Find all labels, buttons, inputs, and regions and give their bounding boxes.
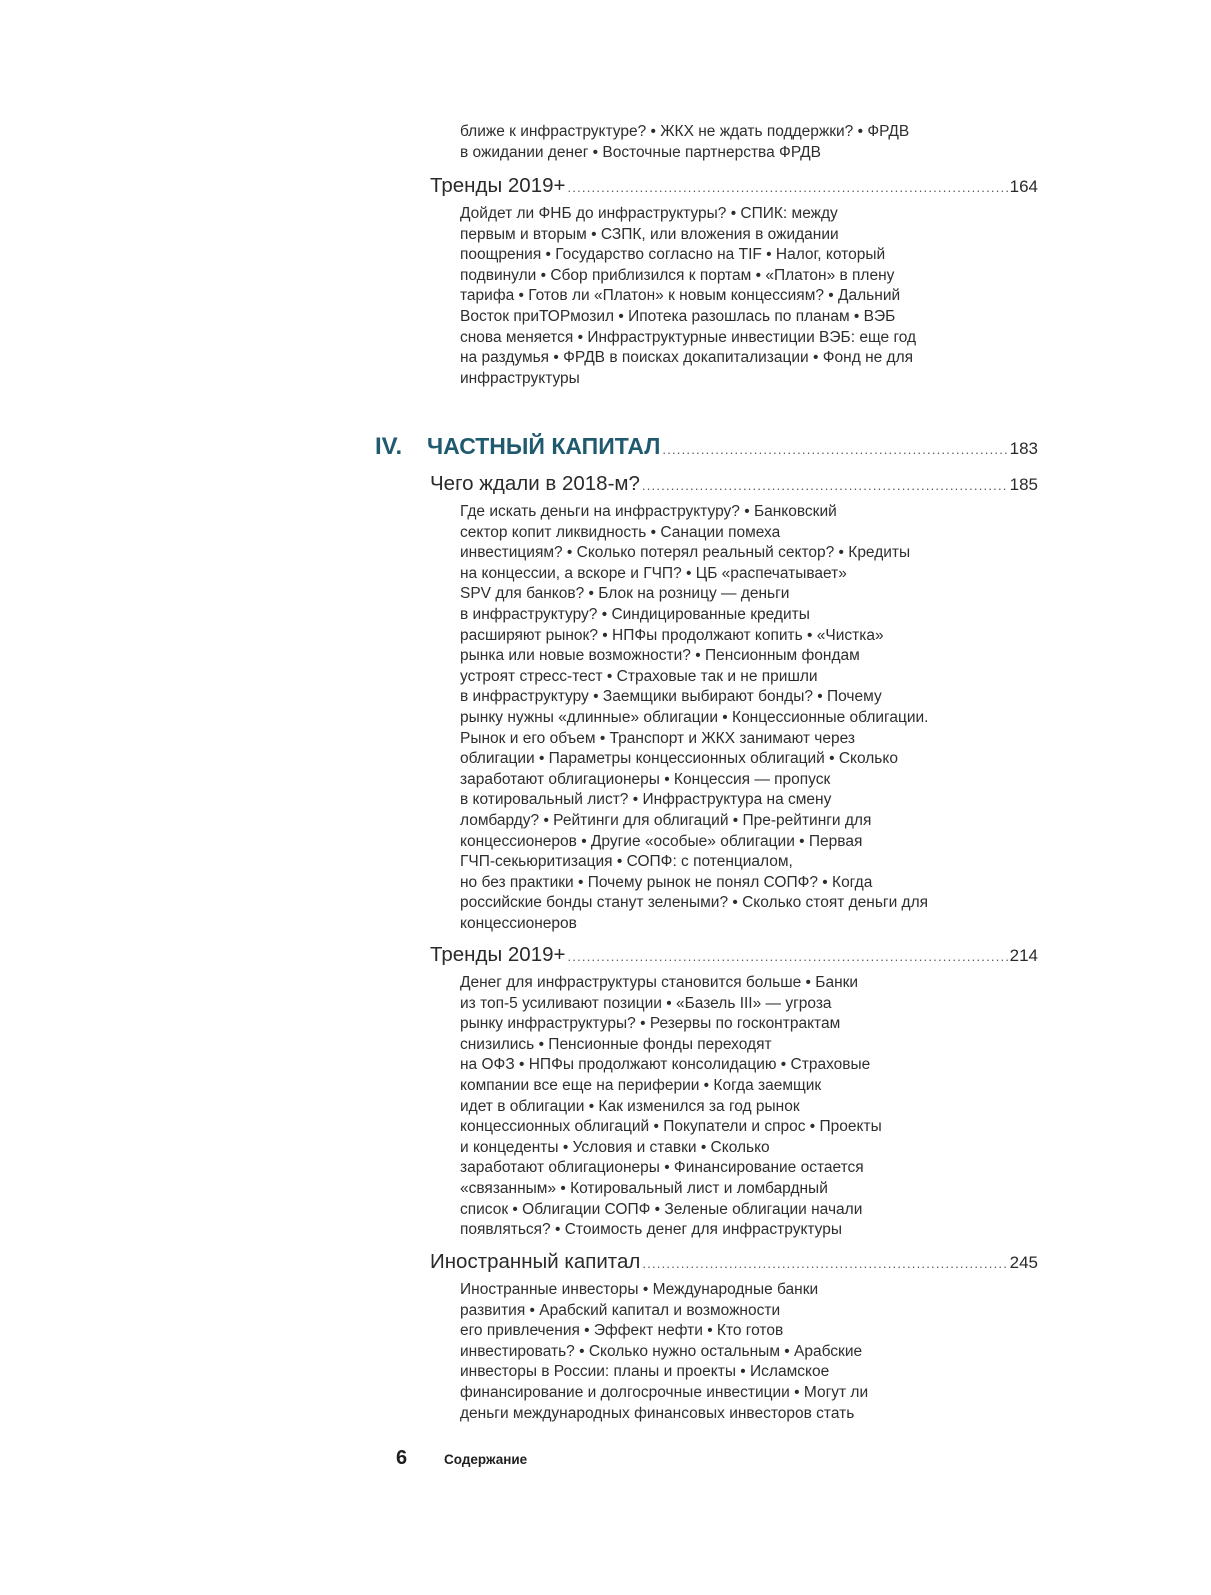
toc-entry-trends-2019-a[interactable] (430, 174, 1038, 198)
toc-entry-page: 164 (1009, 177, 1038, 196)
part-title: ЧАСТНЫЙ КАПИТАЛ (427, 433, 661, 459)
toc-entry-trends-2019-b[interactable] (430, 943, 1038, 967)
dot-leader (642, 1256, 1007, 1271)
section-description: Где искать деньги на инфраструктуру? • Банковский сектор копит ликвидность • Санации помеха инвестициям? • Сколько потерял реальный сектор? • Кредиты на концессии, а вскоре и ГЧП? • ЦБ «распечатывает» SPV для банков? • Блок на розницу — деньги в инфраструктуру? • Синдицированные кредиты расширяют рынок? • НПФы продолжают копить • «Чистка» рынка или новые возможности? • Пенсионным фондам устроят стресс-тест • Страховые так и не пришли в инфраструктуру • Заемщики выбирают бонды? • Почему рынку нужны «длинные» облигации • Концессионные облигации. Рынок и его объем • Транспорт и ЖКХ занимают через облигации • Параметры концессионных облигаций • Сколько заработают облигационеры • Концессия — пропуск в котировальный лист? • Инфраструктура на смену ломбарду? • Рейтинги для облигаций • Пре-рейтинги для концессионеров • Другие «особые» облигации • Первая ГЧП-секьюритизация • СОПФ: с потенциалом, но без практики • Почему рынок не понял СОПФ? • Когда российские бонды станут зелеными? • Сколько стоят деньги для концессионеров (460, 503, 929, 932)
section-description: Иностранные инвесторы • Международные банки развития • Арабский капитал и возможности его привлечения • Эффект нефти • Кто готов инвестировать? • Сколько нужно остальным • Арабские инвесторы в России: планы и проекты • Исламское финансирование и долгосрочные инвестиции • Могут ли деньги международных финансовых инвесторов стать (460, 1281, 869, 1422)
toc-part-heading[interactable] (375, 433, 1038, 461)
toc-entry-page: 185 (1009, 475, 1038, 494)
toc-entry-expected-2018[interactable] (430, 472, 1038, 496)
section-description: ближе к инфраструктуре? • ЖКХ не ждать поддержки? • ФРДВ в ожидании денег • Восточные партнерства ФРДВ (460, 123, 910, 161)
footer-running-title: Содержание (444, 1452, 528, 1467)
dot-leader (567, 949, 1007, 964)
toc-entry-page: 214 (1009, 946, 1038, 965)
part-page: 183 (1009, 439, 1038, 458)
dot-leader (642, 478, 1008, 493)
toc-entry-foreign-capital[interactable] (430, 1250, 1038, 1274)
part-number: IV. (375, 433, 403, 460)
toc-entry-title: Чего ждали в 2018-м? (430, 472, 640, 495)
toc-entry-title: Тренды 2019+ (430, 943, 566, 966)
toc-entry-page: 245 (1009, 1253, 1038, 1272)
section-description: Денег для инфраструктуры становится больше • Банки из топ-5 усиливают позиции • «Базель III» — угроза рынку инфраструктуры? • Резервы по госконтрактам снизились • Пенсионные фонды переходят на ОФЗ • НПФы продолжают консолидацию • Страховые компании все еще на периферии • Когда заемщик идет в облигации • Как изменился за год рынок концессионных облигаций • Покупатели и спрос • Проекты и концеденты • Условия и ставки • Сколько заработают облигационеры • Финансирование остается «связанным» • Котировальный лист и ломбардный список • Облигации СОПФ • Зеленые облигации начали появляться? • Стоимость денег для инфраструктуры (460, 974, 882, 1239)
toc-entry-title: Тренды 2019+ (430, 174, 566, 197)
dot-leader (662, 442, 1007, 457)
dot-leader (567, 180, 1007, 195)
toc-entry-title: Иностранный капитал (430, 1250, 641, 1273)
footer-page-number: 6 (396, 1447, 408, 1469)
section-description: Дойдет ли ФНБ до инфраструктуры? • СПИК: между первым и вторым • СЗПК, или вложения в ожидании поощрения • Государство согласно на TIF • Налог, который подвинули • Сбор приблизился к портам • «Платон» в плену тарифа • Готов ли «Платон» к новым концессиям? • Дальний Восток приТОРмозил • Ипотека разошлась по планам • ВЭБ снова меняется • Инфраструктурные инвестиции ВЭБ: еще год на раздумья • ФРДВ в поисках докапитализации • Фонд не для инфраструктуры (460, 205, 917, 387)
